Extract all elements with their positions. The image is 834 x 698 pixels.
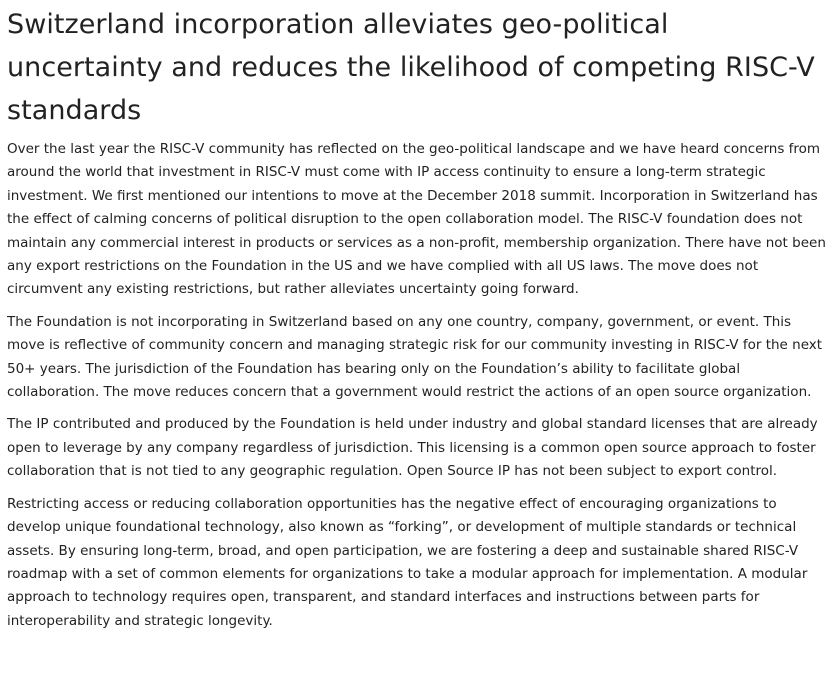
article bbox=[7, 0, 829, 633]
article-paragraph-2: The Foundation is not incorporating in Switzerland based on any one country, company, government, or event. This move is reflective of community concern and managing strategic risk for our community investing in RISC-V for the next 50+ years. The jurisdiction of the Foundation has bearing only on the Foundation’s ability to facilitate global collaboration. The move reduces concern that a government would restrict the actions of an open source organization. bbox=[7, 313, 823, 401]
article-paragraph-1: Over the last year the RISC-V community has reflected on the geo-political landscape and we have heard concerns from around the world that investment in RISC-V must come with IP access continuity to ensure a long-term strategic investment. We first mentioned our intentions to move at the December 2018 summit. Incorporation in Switzerland has the effect of calming concerns of political disruption to the open collaboration model. The RISC-V foundation does not maintain any commercial interest in products or services as a non-profit, membership organization. There have not been any export restrictions on the Foundation in the US and we have complied with all US laws. The move does not circumvent any existing restrictions, but rather alleviates uncertainty going forward. bbox=[7, 141, 826, 298]
article-paragraph-4: Restricting access or reducing collaboration opportunities has the negative effect of encouraging organizations to develop unique foundational technology, also known as “forking”, or development of multiple standards or technical assets. By ensuring long-term, broad, and open participation, we are fostering a deep and sustainable shared RISC-V roadmap with a set of common elements for organizations to take a modular approach for implementation. A modular approach to technology requires open, transparent, and standard interfaces and instructions between parts for interoperability and strategic longevity. bbox=[7, 495, 808, 629]
article-paragraph-3: The IP contributed and produced by the Foundation is held under industry and global standard licenses that are already open to leverage by any company regardless of jurisdiction. This licensing is a common open source approach to foster collaboration that is not tied to any geographic regulation. Open Source IP has not been subject to export control. bbox=[7, 416, 818, 480]
article-title: Switzerland incorporation alleviates geo-political uncertainty and reduces the likelihood of competing RISC-V standards bbox=[7, 9, 815, 126]
